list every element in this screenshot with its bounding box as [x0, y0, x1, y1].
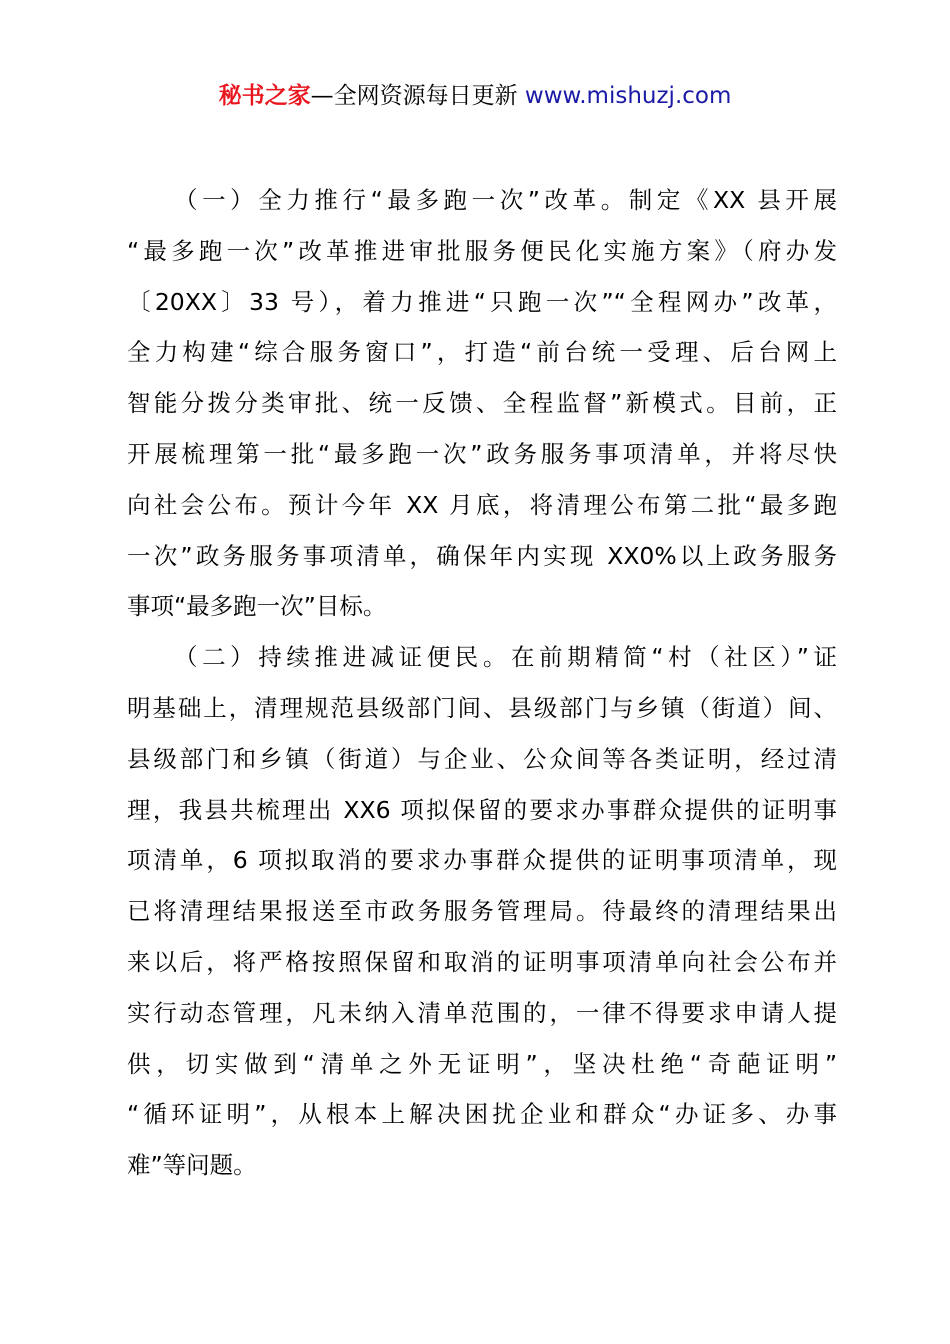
paragraph-line: 实行动态管理，凡未纳入清单范围的，一律不得要求申请人提	[127, 998, 837, 1027]
paragraph-line: 来以后，将严格按照保留和取消的证明事项清单向社会公布并	[127, 947, 837, 976]
paragraph-line: 全力构建“综合服务窗口”，打造“前台统一受理、后台网上	[127, 338, 837, 367]
paragraph-line: 供，切实做到“清单之外无证明”，坚决杜绝“奇葩证明”	[127, 1049, 837, 1078]
header-tagline: —全网资源每日更新	[310, 83, 518, 109]
paragraph-line: 事项“最多跑一次”目标。	[127, 592, 387, 621]
paragraph-line: 〔20XX〕33 号），着力推进“只跑一次”“全程网办”改革，	[127, 287, 837, 316]
paragraph-line: 向社会公布。预计今年 XX 月底，将清理公布第二批“最多跑	[127, 490, 837, 519]
brand-name: 秘书之家	[218, 83, 311, 109]
paragraph-line: “最多跑一次”改革推进审批服务便民化实施方案》（府办发	[127, 236, 837, 265]
paragraph-line: （二）持续推进减证便民。在前期精简“村（社区）”证	[174, 643, 837, 672]
paragraph-line: “循环证明”，从根本上解决困扰企业和群众“办证多、办事	[127, 1100, 837, 1129]
paragraph-line: 一次”政务服务事项清单，确保年内实现 XX0%以上政务服务	[127, 541, 837, 570]
document-body	[127, 175, 837, 1191]
site-url-link[interactable]: www.mishuzj.com	[524, 83, 732, 109]
paragraph-1	[127, 175, 837, 632]
paragraph-line: 理，我县共梳理出 XX6 项拟保留的要求办事群众提供的证明事	[127, 795, 837, 824]
site-header	[0, 80, 950, 112]
paragraph-line: （一）全力推行“最多跑一次”改革。制定《XX 县开展	[174, 186, 837, 214]
paragraph-line: 明基础上，清理规范县级部门间、县级部门与乡镇（街道）间、	[127, 693, 837, 722]
paragraph-line: 县级部门和乡镇（街道）与企业、公众间等各类证明，经过清	[127, 744, 837, 773]
paragraph-line: 难”等问题。	[127, 1151, 257, 1180]
paragraph-2	[127, 632, 837, 1191]
paragraph-line: 项清单，6 项拟取消的要求办事群众提供的证明事项清单，现	[127, 846, 837, 875]
paragraph-line: 已将清理结果报送至市政务服务管理局。待最终的清理结果出	[127, 897, 837, 926]
paragraph-line: 开展梳理第一批“最多跑一次”政务服务事项清单，并将尽快	[127, 439, 837, 468]
paragraph-line: 智能分拨分类审批、统一反馈、全程监督”新模式。目前，正	[127, 389, 837, 418]
